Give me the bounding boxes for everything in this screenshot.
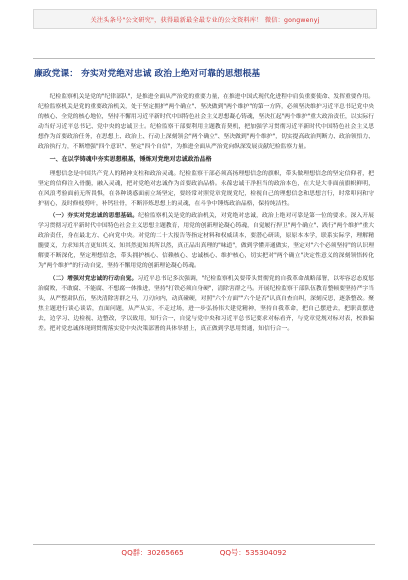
section-1-intro-paragraph: 理想信念是中国共产党人的精神支柱和政治灵魂。纪检监察干部必须高扬理想信念的旗帜，带头做理想信念的坚定信仰者，把坚定的信仰注入骨髓，融入灵魂，把对党绝对忠诚作为首要政治品格。永葆忠诚干净担当的政治本色，在大是大非面前旗帜鲜明，在风浪考验面前无所畏惧，在各种诱惑面前立场坚定，要经常对照党章党规党纪，检视自己的理想信念和思想言行，时常叩问和守护初心，及时修枝剪叶，补钙壮骨，不断淬炼思想上的灵魂，在斗争中锤炼政治品格，保持纯洁性。 [38, 170, 374, 207]
subsection-2-text: 习近平总书记多次强调，"纪检监察机关要带头贯彻党的自我革命战略部署，以零容忍态度惩治腐败，不敢腐、不能腐、不想腐一体推进，坚持"打铁必须自身硬"，清除害群之马。开展纪检监察干部队伍教育整顿要坚持严字当头，从严整肃队伍，坚决清除害群之马，刀刃向内，动真碰硬，对照"六个方面""六个是否"认真自查自纠，深刻反思，逐条整改。聚焦主题进行谈心谈话，直面问题，从严从实，不走过场，进一步弘扬伟大建党精神，坚持自我革命，把自己摆进去，把职责摆进去，边学习、边检视、边整改，学以致用，知行合一，自觉与党中央和习近平总书记要求对标看齐，与党章党规对标对表，校准偏差。把对党忠诚体现到贯彻落实党中央决策部署的具体举措上，真正做到学思用贯通，知信行合一。 [38, 275, 374, 332]
subsection-2-heading: （二）增强对党忠诚的行动自觉。 [49, 275, 138, 282]
subsection-1-text: 纪检监察机关是党的政治机关，对党绝对忠诚，政治上绝对可靠是第一位的要求。深入开展学习贯彻习近平新时代中国特色社会主义思想主题教育，用党的创新理论凝心铸魂，自觉履行捍卫"两个确立"、践行"两个维护"重大政治责任，身在最北方、心向党中央。对党的二十大报告等指定材料和权威读本，要潜心研读，原原本本学，联系实际学，理解精髓要义，力求知其言更知其义、知其然更知其所以然，真正品出真理的"味道"，做到学懂弄通做实，坚定对"六个必须坚持"的认识理解要不断深化，坚定理想信念，带头拥护核心、信赖核心、忠诚核心、维护核心，切实把对"两个确立"决定性意义的深刻领悟转化为"两个维护"的行动自觉，坚持不懈用党的创新理论凝心铸魂。 [38, 212, 374, 270]
header-notice-text: 关注头条号"公文研究"，获得最新最全最专业的公文资料库！ 微信：gongwenyj [90, 16, 320, 24]
subsection-2-paragraph [38, 274, 374, 335]
document-title: 廉政党课： 夯实对党绝对忠诚 政治上绝对可靠的思想根基 [34, 69, 261, 79]
subsection-1-paragraph [38, 211, 374, 272]
footer-qq-group: QQ群：30265665 [121, 548, 184, 557]
footer-contact [33, 544, 375, 558]
subsection-1-heading: （一）夯实对党忠诚的思想基础。 [49, 212, 139, 219]
footer-qq-number: QQ号：535304092 [219, 548, 287, 557]
section-1-heading: 一、在以学铸魂中夯实思想根基，锤炼对党绝对忠诚政治品格 [49, 155, 212, 163]
header-notice-banner [33, 9, 377, 29]
header-divider [33, 58, 375, 59]
document-body [38, 92, 374, 336]
intro-paragraph: 纪检监察机关是党的"纪律部队"，是推进全面从严治党的重要力量，在推进中国式现代化进程中肩负重要使命、发挥重要作用。纪检监察机关是党的重要政治机关，处于坚定拥护"两个确立"、坚决做到"两个维护"的第一方阵，必须坚决维护习近平总书记党中央的核心、全党的核心地位，坚持不懈用习近平新时代中国特色社会主义思想凝心铸魂，坚决扛起"两个维护"重大政治责任，以实际行动当好习近平总书记、党中央的忠诚卫士。纪检监察干部要利用主题教育契机，把加强学习贯彻习近平新时代中国特色社会主义思想作为首要政治任务，在思想上、政治上、行动上深刻领会"两个确立"、坚决做到"两个维护"，切实提高政治判断力、政治领悟力、政治执行力，不断增强"四个意识"、坚定"四个自信"，为推进全面从严治党向纵深发展贡献纪检监察力量。 [38, 94, 374, 151]
